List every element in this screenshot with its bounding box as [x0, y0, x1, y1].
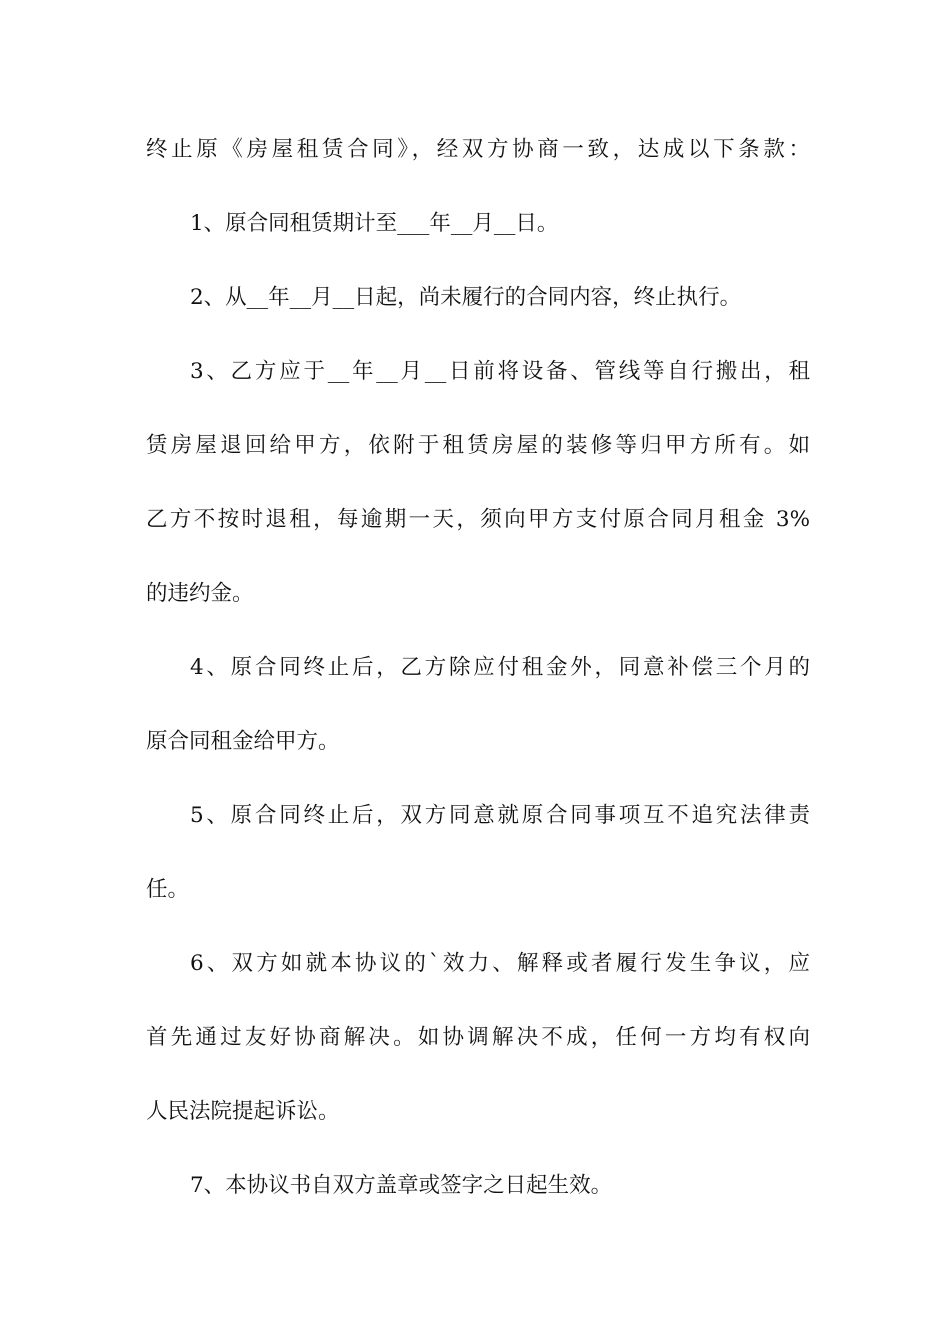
clause-3-line-3: 乙方不按时退租，每逾期一天，须向甲方支付原合同月租金 3%: [146, 507, 810, 532]
clause-4-line-2: 原合同租金给甲方。: [146, 729, 340, 754]
clause-7-line: 7、本协议书自双方盖章或签字之日起生效。: [190, 1173, 613, 1198]
paragraph-intro-line: 终止原《房屋租赁合同》，经双方协商一致，达成以下条款：: [146, 137, 810, 162]
clause-2-line: 2、从__年__月__日起，尚未履行的合同内容，终止执行。: [190, 285, 742, 310]
clause-4-line-1: 4、原合同终止后，乙方除应付租金外，同意补偿三个月的: [190, 655, 810, 680]
clause-5-line-1: 5、原合同终止后，双方同意就原合同事项互不追究法律责: [190, 803, 810, 828]
clause-3-line-2: 赁房屋退回给甲方，依附于租赁房屋的装修等归甲方所有。如: [146, 433, 810, 458]
clause-3-line-1: 3、乙方应于__年__月__日前将设备、管线等自行搬出，租: [190, 359, 810, 384]
clause-3-line-4: 的违约金。: [146, 581, 254, 606]
clause-6-line-1: 6、双方如就本协议的`效力、解释或者履行发生争议，应: [190, 951, 810, 976]
clause-6-line-2: 首先通过友好协商解决。如协调解决不成，任何一方均有权向: [146, 1025, 810, 1050]
document-body: [146, 130, 810, 1240]
clause-6-line-3: 人民法院提起诉讼。: [146, 1099, 340, 1124]
clause-1-line: 1、原合同租赁期计至___年__月__日。: [190, 211, 559, 236]
clause-5-line-2: 任。: [146, 877, 190, 902]
